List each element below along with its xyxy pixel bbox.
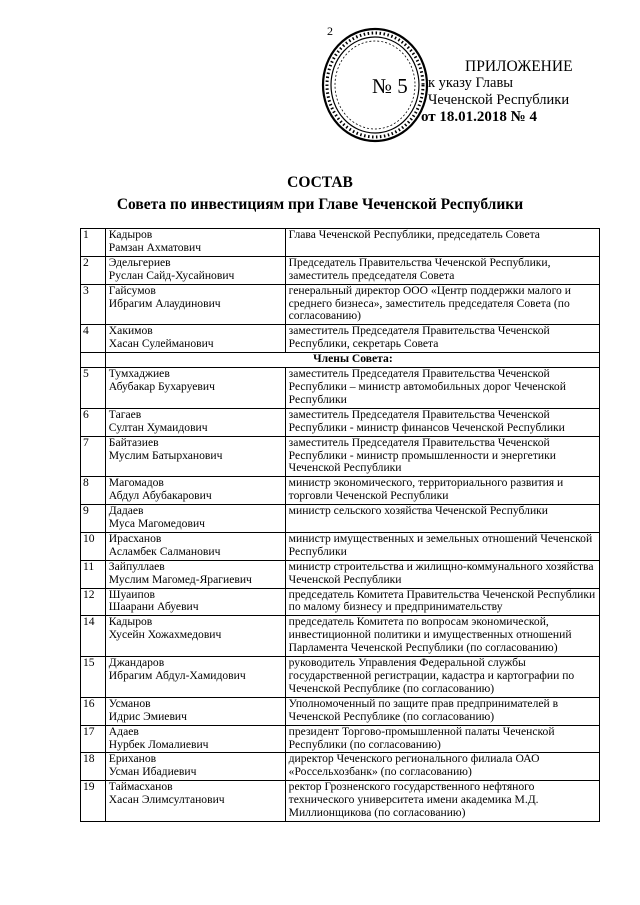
table-row <box>81 477 600 505</box>
table-row <box>81 325 600 353</box>
document-subtitle: Совета по инвестициям при Главе Чеченской Республики <box>116 196 524 213</box>
member-surname: Тагаев <box>108 407 142 421</box>
member-given-name: Муслим Батырханович <box>108 448 223 462</box>
row-number: 1 <box>81 229 106 257</box>
member-surname: Дадаев <box>108 504 144 518</box>
member-position: ректор Грозненского государственного нефтяного технического университета имени академика М.Д. Миллионщикова (по согласованию) <box>285 781 599 822</box>
row-number: 15 <box>81 657 106 698</box>
appendix-line-1: к указу Главы <box>428 75 514 91</box>
member-position: заместитель Председателя Правительства Чеченской Республики - министр промышленности и энергетики Чеченской Республики <box>285 436 599 477</box>
member-name-cell <box>105 781 285 822</box>
appendix-block <box>421 58 573 126</box>
member-given-name: Ибрагим Абдул-Хамидович <box>108 669 246 682</box>
member-position: заместитель Председателя Правительства Чеченской Республики, секретарь Совета <box>285 325 599 353</box>
row-number: 8 <box>81 477 106 505</box>
member-position: директор Чеченского регионального филиала ОАО «Россельхозбанк» (по согласованию) <box>285 753 599 781</box>
member-surname: Шуаипов <box>108 587 155 601</box>
member-surname: Кадыров <box>108 228 153 241</box>
row-number: 3 <box>81 284 106 325</box>
row-number: 2 <box>81 256 106 284</box>
row-number: 5 <box>81 368 106 409</box>
member-given-name: Идрис Эмиевич <box>108 709 187 723</box>
table-row <box>81 753 600 781</box>
member-name-cell <box>105 256 285 284</box>
member-given-name: Рамзан Ахматович <box>108 240 202 254</box>
member-surname: Адаев <box>108 724 139 738</box>
member-name-cell <box>105 657 285 698</box>
member-name-cell <box>105 368 285 409</box>
member-given-name: Усман Ибадиевич <box>108 765 197 779</box>
member-name-cell <box>105 588 285 616</box>
table-row <box>81 229 600 257</box>
member-name-cell <box>105 616 285 657</box>
table-row <box>81 697 600 725</box>
member-name-cell <box>105 560 285 588</box>
leadership-rows <box>81 229 600 353</box>
member-given-name: Муслим Магомед-Ярагиевич <box>108 572 252 586</box>
member-given-name: Асламбек Салманович <box>108 544 221 558</box>
member-name-cell <box>105 532 285 560</box>
appendix-line-2: Чеченской Республики <box>428 92 570 108</box>
section-title: Члены Совета: <box>105 353 599 368</box>
row-number: 11 <box>81 560 106 588</box>
member-given-name: Хусейн Хожахмедович <box>108 628 222 642</box>
member-position: Председатель Правительства Чеченской Республики, заместитель председателя Совета <box>285 256 599 284</box>
member-name-cell <box>105 325 285 353</box>
member-surname: Магомадов <box>108 476 164 490</box>
table-row <box>81 408 600 436</box>
row-number: 16 <box>81 697 106 725</box>
member-surname: Кадыров <box>108 615 153 629</box>
member-position: министр строительства и жилищно-коммунального хозяйства Чеченской Республики <box>285 560 599 588</box>
row-number: 10 <box>81 532 106 560</box>
member-surname: Гайсумов <box>108 283 156 297</box>
member-surname: Таймасханов <box>108 780 173 794</box>
member-surname: Байтазиев <box>108 435 159 449</box>
member-name-cell <box>105 436 285 477</box>
member-given-name: Шаарани Абуевич <box>108 600 199 614</box>
member-position: председатель Комитета по вопросам экономической, инвестиционной политики и имущественных отношений Парламента Чеченской Республики (по согласованию) <box>285 616 599 657</box>
page-number: 2 <box>327 24 333 38</box>
member-position: заместитель Председателя Правительства Чеченской Республики – министр автомобильных дорог Чеченской Республики <box>285 368 599 409</box>
member-surname: Эдельгериев <box>108 255 171 269</box>
member-surname: Джандаров <box>108 656 165 670</box>
table-row <box>81 657 600 698</box>
table-row <box>81 725 600 753</box>
row-number: 18 <box>81 753 106 781</box>
member-surname: Зайпуллаев <box>108 559 165 573</box>
row-number: 6 <box>81 408 106 436</box>
member-position: президент Торгово-промышленной палаты Чеченской Республики (по согласованию) <box>285 725 599 753</box>
member-given-name: Руслан Сайд-Хусайнович <box>108 268 235 282</box>
member-given-name: Абубакар Бухаруевич <box>108 379 215 393</box>
member-given-name: Ибрагим Алаудинович <box>108 296 221 310</box>
member-position: заместитель Председателя Правительства Чеченской Республики - министр финансов Чеченской Республики <box>285 408 599 436</box>
row-number: 12 <box>81 588 106 616</box>
appendix-date: от 18.01.2018 № 4 <box>421 109 537 125</box>
member-surname: Ирасханов <box>108 531 162 545</box>
table-row <box>81 616 600 657</box>
member-position: министр имущественных и земельных отношений Чеченской Республики <box>285 532 599 560</box>
member-name-cell <box>105 697 285 725</box>
section-spacer-cell <box>81 353 106 368</box>
member-surname: Усманов <box>108 696 151 710</box>
member-name-cell <box>105 284 285 325</box>
member-given-name: Абдул Абубакарович <box>108 489 212 503</box>
council-composition-table <box>80 228 600 822</box>
document-title: СОСТАВ <box>287 174 353 191</box>
row-number: 19 <box>81 781 106 822</box>
member-surname: Хакимов <box>108 324 153 338</box>
member-rows <box>81 368 600 822</box>
member-position: министр сельского хозяйства Чеченской Республики <box>285 505 599 533</box>
table-row <box>81 560 600 588</box>
table-row <box>81 436 600 477</box>
member-given-name: Нурбек Ломалиевич <box>108 737 209 751</box>
table-row <box>81 284 600 325</box>
member-position: Глава Чеченской Республики, председатель Совета <box>285 229 599 257</box>
table-row <box>81 532 600 560</box>
member-given-name: Хасан Сулейманович <box>108 337 214 351</box>
member-name-cell <box>105 229 285 257</box>
section-row-group <box>81 353 600 368</box>
member-given-name: Султан Хумаидович <box>108 420 208 434</box>
member-name-cell <box>105 408 285 436</box>
member-name-cell <box>105 753 285 781</box>
member-name-cell <box>105 505 285 533</box>
appendix-title: ПРИЛОЖЕНИЕ <box>465 58 573 75</box>
row-number: 4 <box>81 325 106 353</box>
member-surname: Ериханов <box>108 752 157 766</box>
table-row <box>81 505 600 533</box>
table-row <box>81 588 600 616</box>
member-position: руководитель Управления Федеральной службы государственной регистрации, кадастра и картографии по Чеченской Республике (по согласованию) <box>285 657 599 698</box>
row-number: 9 <box>81 505 106 533</box>
member-given-name: Хасан Элимсултанович <box>108 793 225 807</box>
member-position: Уполномоченный по защите прав предпринимателей в Чеченской Республике (по согласованию) <box>285 697 599 725</box>
row-number: 7 <box>81 436 106 477</box>
member-position: министр экономического, территориального развития и торговли Чеченской Республики <box>285 477 599 505</box>
table-row <box>81 781 600 822</box>
member-name-cell <box>105 477 285 505</box>
row-number: 17 <box>81 725 106 753</box>
seal-number: № 5 <box>372 74 408 98</box>
table-row <box>81 256 600 284</box>
member-name-cell <box>105 725 285 753</box>
table-row <box>81 368 600 409</box>
member-given-name: Муса Магомедович <box>108 517 205 531</box>
member-position: генеральный директор ООО «Центр поддержки малого и среднего бизнеса», заместитель председателя Совета (по согласованию) <box>285 284 599 325</box>
member-surname: Тумхаджиев <box>108 367 170 381</box>
member-position: председатель Комитета Правительства Чеченской Республики по малому бизнесу и предпринимательству <box>285 588 599 616</box>
section-row <box>81 353 600 368</box>
row-number: 14 <box>81 616 106 657</box>
